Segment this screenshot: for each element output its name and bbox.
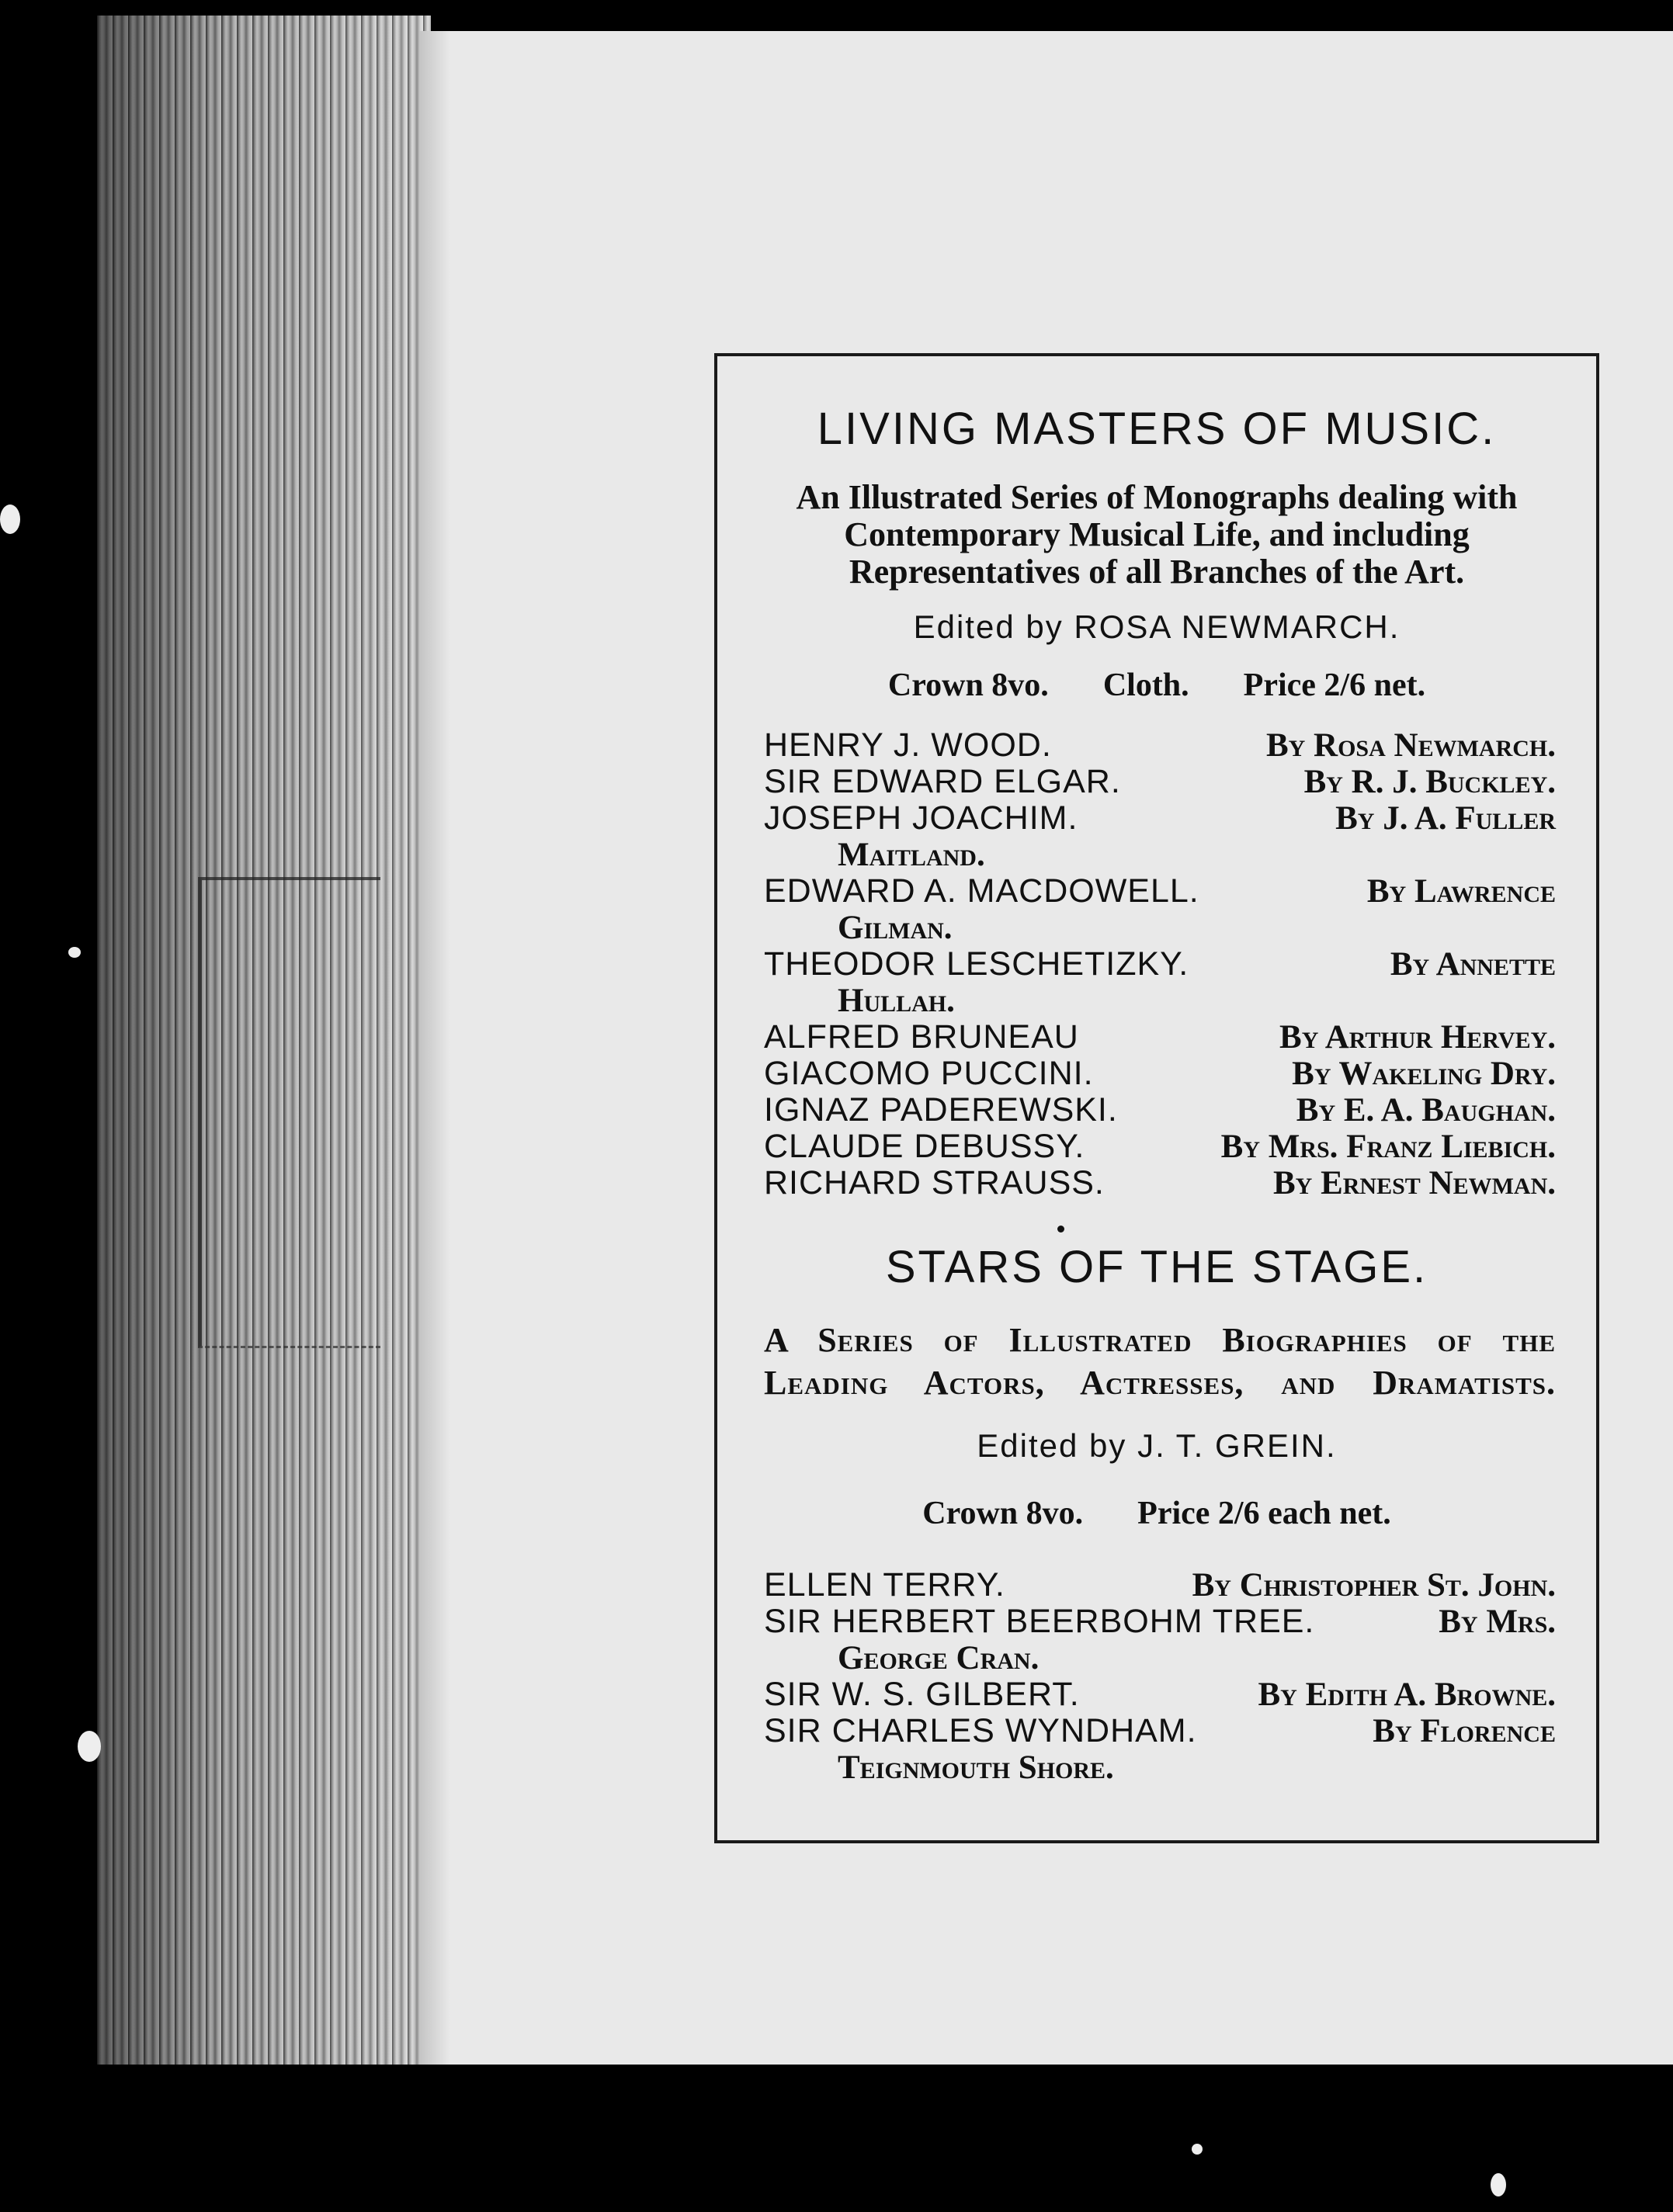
stars-title: STARS OF THE STAGE. [885, 1242, 1428, 1292]
scan-speck [78, 1731, 101, 1762]
format: Crown 8vo. [887, 667, 1049, 703]
subject-name: SIR CHARLES WYNDHAM. [764, 1712, 1197, 1749]
library-stamp [198, 877, 380, 1348]
author-continued: George Cran. [838, 1640, 1040, 1676]
subject-name: RICHARD STRAUSS. [764, 1164, 1105, 1201]
subject-name: ALFRED BRUNEAU [764, 1018, 1079, 1056]
subject-name: JOSEPH JOACHIM. [764, 799, 1078, 837]
subject-name: SIR HERBERT BEERBOHM TREE. [764, 1603, 1315, 1640]
stars-subtitle-line [764, 1363, 1556, 1402]
list-item-continuation [764, 910, 1556, 946]
author-continued: Gilman. [838, 910, 953, 946]
living-masters-subtitle-line: Representatives of all Branches of the Art. [849, 553, 1465, 591]
author: By R. J. Buckley. [1303, 764, 1556, 800]
author: By E. A. Baughan. [1296, 1092, 1556, 1129]
list-item [764, 764, 1556, 800]
author: By Arthur Hervey. [1279, 1019, 1556, 1056]
list-item [764, 946, 1556, 983]
list-item-continuation [764, 837, 1556, 873]
scan-speck [0, 504, 20, 534]
list-item-continuation [764, 1640, 1556, 1676]
author: By Wakeling Dry. [1292, 1056, 1556, 1092]
price-row [717, 1495, 1596, 1532]
subject-name: EDWARD A. MACDOWELL. [764, 872, 1199, 910]
author: By Ernest Newman. [1272, 1165, 1556, 1201]
author: By Mrs. [1439, 1604, 1556, 1640]
author-continued: Hullah. [838, 983, 955, 1019]
living-masters-editor [717, 608, 1596, 647]
list-item [764, 1604, 1556, 1640]
list-item [764, 1056, 1556, 1092]
stars-subtitle-line [764, 1320, 1556, 1360]
scan-speck [1192, 2144, 1203, 2155]
list-item [764, 727, 1556, 764]
editor-line: Edited by ROSA NEWMARCH. [913, 608, 1401, 645]
author: By Edith A. Browne. [1258, 1676, 1556, 1713]
list-item [764, 1092, 1556, 1129]
subject-name: IGNAZ PADEREWSKI. [764, 1091, 1118, 1129]
list-item [764, 800, 1556, 837]
subtitle-text: A Series of Illustrated Biographies of the [764, 1321, 1556, 1359]
list-item-continuation [764, 983, 1556, 1019]
list-item-continuation [764, 1749, 1556, 1786]
list-item [764, 1019, 1556, 1056]
list-item [764, 1165, 1556, 1201]
stars-editor [717, 1427, 1596, 1465]
stars-list [764, 1567, 1556, 1786]
scan-speck [1491, 2173, 1506, 2196]
author: By Lawrence [1366, 873, 1556, 910]
subtitle-text: Leading Actors, Actresses, and Dramatists. [764, 1364, 1556, 1402]
author: By Annette [1390, 946, 1556, 983]
living-masters-list [764, 727, 1556, 1201]
binding: Cloth. [1102, 667, 1189, 703]
editor-line: Edited by J. T. GREIN. [977, 1427, 1337, 1464]
price-row [717, 667, 1596, 704]
author: By J. A. Fuller [1335, 800, 1556, 837]
living-masters-subtitle-line: Contemporary Musical Life, and including [844, 515, 1470, 553]
stars-price-line [717, 1495, 1596, 1532]
subject-name: SIR W. S. GILBERT. [764, 1676, 1080, 1713]
subject-name: THEODOR LESCHETIZKY. [764, 945, 1189, 983]
subject-name: HENRY J. WOOD. [764, 726, 1052, 764]
format: Crown 8vo. [922, 1496, 1084, 1531]
subject-name: CLAUDE DEBUSSY. [764, 1128, 1085, 1165]
price: Price 2/6 net. [1243, 667, 1426, 703]
scan-speck [68, 947, 81, 958]
subject-name: ELLEN TERRY. [764, 1566, 1005, 1604]
list-item [764, 1567, 1556, 1604]
stars-subtitle [764, 1320, 1556, 1402]
author-continued: Maitland. [838, 837, 985, 873]
author: By Christopher St. John. [1192, 1567, 1556, 1604]
subject-name: GIACOMO PUCCINI. [764, 1055, 1094, 1092]
living-masters-price-line [717, 667, 1596, 704]
subject-name: SIR EDWARD ELGAR. [764, 763, 1121, 800]
list-item [764, 1676, 1556, 1713]
section-dot [1057, 1226, 1064, 1233]
page-gutter [419, 31, 450, 2065]
author: By Rosa Newmarch. [1265, 727, 1556, 764]
author-continued: Teignmouth Shore. [838, 1749, 1114, 1786]
price: Price 2/6 each net. [1137, 1496, 1391, 1531]
author: By Florence [1373, 1713, 1556, 1749]
list-item [764, 873, 1556, 910]
list-item [764, 1713, 1556, 1749]
living-masters-subtitle-line: An Illustrated Series of Monographs dealing with [796, 478, 1518, 516]
author: By Mrs. Franz Liebich. [1220, 1129, 1556, 1165]
list-item [764, 1129, 1556, 1165]
living-masters-title: LIVING MASTERS OF MUSIC. [817, 404, 1497, 454]
advertisement-frame [714, 353, 1599, 1843]
